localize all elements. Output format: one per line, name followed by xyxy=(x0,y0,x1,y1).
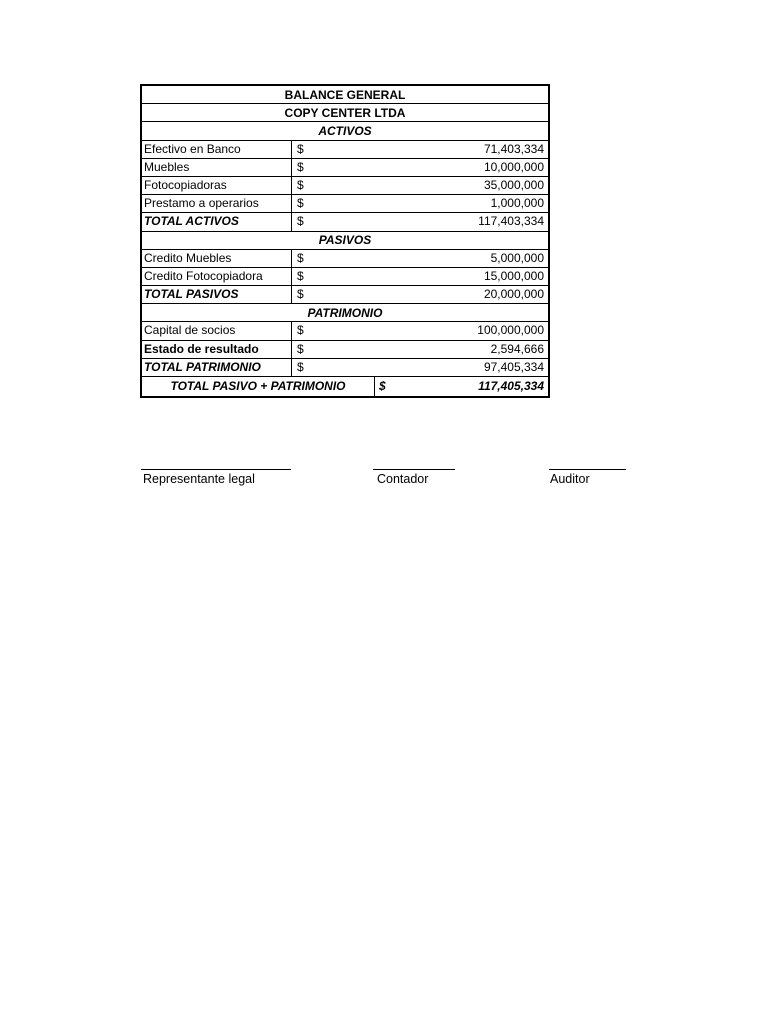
table-row xyxy=(142,177,548,195)
total-pasivos-row xyxy=(142,286,548,304)
balance-sheet-table xyxy=(140,84,550,398)
grand-total-label: TOTAL PASIVO + PATRIMONIO xyxy=(142,377,375,396)
row-label: Credito Fotocopiadora xyxy=(142,268,292,285)
signature-label: Auditor xyxy=(550,472,590,486)
row-value: 5,000,000 xyxy=(490,250,544,265)
signature-representante xyxy=(141,469,291,486)
signature-label: Representante legal xyxy=(143,472,255,486)
row-value: 10,000,000 xyxy=(483,159,544,174)
activos-header: ACTIVOS xyxy=(142,122,548,140)
currency-symbol: $ xyxy=(297,214,304,229)
company-name: COPY CENTER LTDA xyxy=(142,104,548,122)
row-value: 1,000,000 xyxy=(490,196,544,211)
table-row xyxy=(142,322,548,340)
currency-symbol: $ xyxy=(297,323,304,338)
signature-auditor xyxy=(549,469,626,486)
row-label: Credito Muebles xyxy=(142,250,292,267)
currency-symbol: $ xyxy=(297,341,304,356)
row-label: Prestamo a operarios xyxy=(142,195,292,212)
currency-symbol: $ xyxy=(297,250,304,265)
table-row xyxy=(142,341,548,359)
signature-line xyxy=(549,469,626,470)
row-value: 15,000,000 xyxy=(483,268,544,283)
currency-symbol: $ xyxy=(297,196,304,211)
row-value: 71,403,334 xyxy=(483,141,544,156)
table-row xyxy=(142,250,548,268)
row-label: Estado de resultado xyxy=(142,341,292,358)
currency-symbol: $ xyxy=(297,141,304,156)
row-value: 100,000,000 xyxy=(477,323,544,338)
total-value: 97,405,334 xyxy=(483,359,544,374)
signature-label: Contador xyxy=(377,472,429,486)
table-row xyxy=(142,159,548,177)
signature-contador xyxy=(373,469,455,486)
signature-line xyxy=(373,469,455,470)
total-value: 117,403,334 xyxy=(478,214,544,229)
currency-symbol: $ xyxy=(379,379,386,393)
currency-symbol: $ xyxy=(297,359,304,374)
grand-total-row xyxy=(142,377,548,396)
total-value: 20,000,000 xyxy=(483,287,544,302)
currency-symbol: $ xyxy=(297,159,304,174)
currency-symbol: $ xyxy=(297,177,304,192)
currency-symbol: $ xyxy=(297,268,304,283)
total-label: TOTAL ACTIVOS xyxy=(142,213,292,230)
row-label: Capital de socios xyxy=(142,322,292,339)
row-value: 35,000,000 xyxy=(483,177,544,192)
row-label: Efectivo en Banco xyxy=(142,141,292,158)
table-row xyxy=(142,195,548,213)
total-activos-row xyxy=(142,213,548,231)
patrimonio-header: PATRIMONIO xyxy=(142,304,548,322)
table-row xyxy=(142,268,548,286)
currency-symbol: $ xyxy=(297,287,304,302)
signature-line xyxy=(141,469,291,470)
total-label: TOTAL PASIVOS xyxy=(142,286,292,303)
row-label: Muebles xyxy=(142,159,292,176)
table-row xyxy=(142,141,548,159)
report-title: BALANCE GENERAL xyxy=(142,86,548,104)
total-patrimonio-row xyxy=(142,359,548,377)
pasivos-header: PASIVOS xyxy=(142,232,548,250)
total-label: TOTAL PATRIMONIO xyxy=(142,359,292,376)
row-value: 2,594,666 xyxy=(490,341,544,356)
row-label: Fotocopiadoras xyxy=(142,177,292,194)
grand-total-value: 117,405,334 xyxy=(478,379,544,393)
